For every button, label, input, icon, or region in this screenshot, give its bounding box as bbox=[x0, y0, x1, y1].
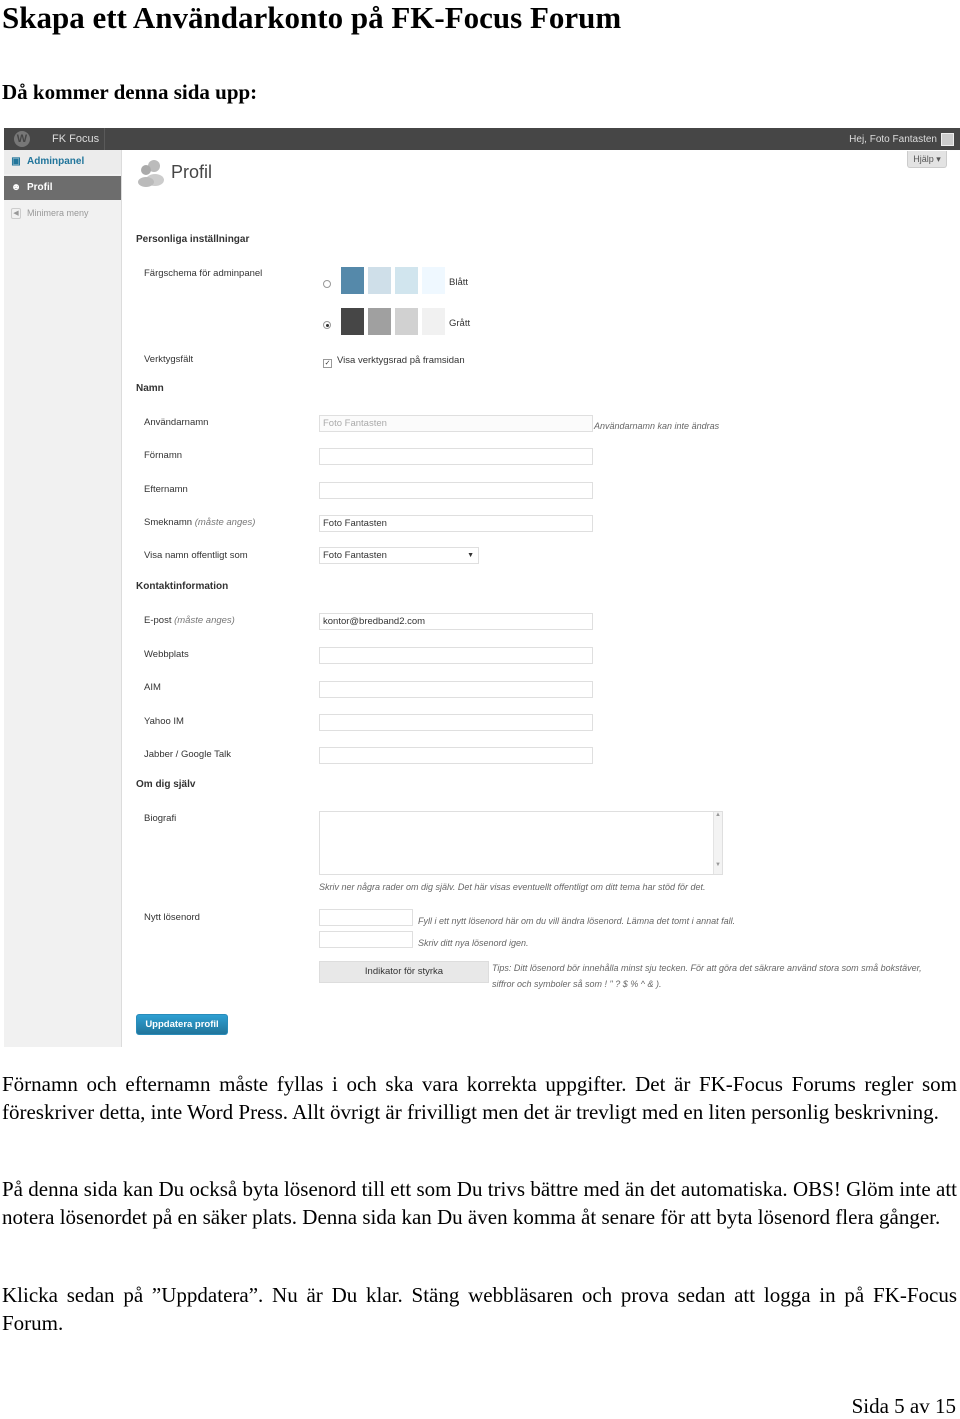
admin-bar bbox=[4, 128, 960, 150]
help-label: Hjälp bbox=[913, 154, 934, 164]
admin-sidebar bbox=[4, 150, 122, 1047]
yahoo-label: Yahoo IM bbox=[144, 716, 184, 727]
username-note: Användarnamn kan inte ändras bbox=[594, 421, 720, 431]
color-swatch bbox=[368, 308, 391, 335]
bio-note: Skriv ner några rader om dig själv. Det här visas eventuellt offentligt om ditt tema har stöd för det. bbox=[319, 882, 706, 892]
collapse-arrow-icon: ◀ bbox=[11, 208, 21, 219]
color-swatch bbox=[368, 267, 391, 294]
avatar[interactable] bbox=[941, 133, 954, 146]
collapse-menu-button[interactable] bbox=[4, 202, 121, 226]
yahoo-field[interactable] bbox=[319, 714, 593, 731]
sidebar-item-label: Profil bbox=[27, 182, 53, 193]
jabber-field[interactable] bbox=[319, 747, 593, 764]
last-name-label: Efternamn bbox=[144, 484, 188, 495]
section-name: Namn bbox=[136, 383, 164, 394]
color-scheme-blue-label[interactable]: Blått bbox=[449, 277, 469, 288]
color-swatch bbox=[395, 308, 418, 335]
bio-label: Biografi bbox=[144, 813, 177, 824]
username-label: Användarnamn bbox=[144, 417, 209, 428]
website-field[interactable] bbox=[319, 647, 593, 664]
first-name-label: Förnamn bbox=[144, 450, 183, 461]
bio-textarea[interactable] bbox=[319, 811, 723, 875]
toolbar-checkbox[interactable]: ✓ bbox=[324, 360, 331, 367]
document-title: Skapa ett Användarkonto på FK-Focus Forum bbox=[2, 0, 622, 35]
display-name-value: Foto Fantasten bbox=[323, 550, 387, 561]
page-title: Profil bbox=[171, 162, 213, 182]
sidebar-item-label: Adminpanel bbox=[27, 156, 85, 167]
user-greeting[interactable]: Hej, Foto Fantasten bbox=[849, 134, 937, 145]
password-strength-indicator: Indikator för styrka bbox=[319, 961, 489, 983]
wordpress-logo-icon[interactable]: W bbox=[14, 131, 30, 147]
paragraph-change-password: På denna sida kan Du också byta lösenord till ett som Du trivs bättre med än det automatiska. OBS! Glöm inte att notera lösenordet på en säker plats. Denna sida kan Du även komma åt senare för att byta lösenord flera gånger. bbox=[2, 1177, 957, 1229]
paragraph-finish: Klicka sedan på ”Uppdatera”. Nu är Du klar. Stäng webbläsaren och prova sedan att logga in på FK-Focus Forum. bbox=[2, 1283, 957, 1335]
update-profile-button[interactable]: Uppdatera profil bbox=[136, 1014, 228, 1035]
aim-label: AIM bbox=[144, 682, 161, 693]
display-name-select[interactable] bbox=[319, 547, 479, 564]
required-hint: (måste anges) bbox=[194, 517, 256, 528]
color-scheme-gray-radio[interactable] bbox=[323, 321, 331, 329]
new-password-note: Fyll i ett nytt lösenord här om du vill ändra lösenord. Lämna det tomt i annat fall. bbox=[418, 916, 736, 926]
password-tips-line: siffror och symboler så som ! " ? $ % ^ & ). bbox=[492, 979, 662, 989]
color-swatch bbox=[422, 267, 445, 294]
repeat-password-note: Skriv ditt nya lösenord igen. bbox=[418, 938, 529, 948]
chevron-down-icon: ▼ bbox=[467, 552, 474, 559]
help-button[interactable]: Hjälp ▾ bbox=[907, 151, 947, 168]
jabber-label: Jabber / Google Talk bbox=[144, 749, 231, 760]
aim-field[interactable] bbox=[319, 681, 593, 698]
dashboard-icon: ▣ bbox=[11, 156, 21, 167]
section-contact: Kontaktinformation bbox=[136, 581, 229, 592]
user-icon: ☻ bbox=[10, 182, 22, 193]
first-name-field[interactable] bbox=[319, 448, 593, 465]
section-about: Om dig själv bbox=[136, 779, 196, 790]
email-label bbox=[144, 615, 235, 626]
sidebar-item-adminpanel[interactable] bbox=[4, 150, 121, 174]
nickname-label bbox=[144, 517, 255, 528]
password-tips-line: Tips: Ditt lösenord bör innehålla minst sju tecken. För att göra det säkrare använd stora som små bokstäver, bbox=[492, 963, 922, 973]
color-swatch bbox=[422, 308, 445, 335]
email-field[interactable]: kontor@bredband2.com bbox=[319, 613, 593, 630]
new-password-field[interactable] bbox=[319, 909, 413, 926]
website-label: Webbplats bbox=[144, 649, 189, 660]
section-personal-settings: Personliga inställningar bbox=[136, 234, 250, 245]
scrollbar[interactable]: ▲ ▼ bbox=[713, 812, 722, 874]
admin-bar-separator bbox=[104, 128, 105, 150]
paragraph-required-fields: Förnamn och efternamn måste fyllas i och ska vara korrekta uppgifter. Det är FK-Focus Forums regler som föreskriver detta, inte Word Press. Allt övrigt är frivilligt men det är trevligt med en liten personlig beskrivning. bbox=[2, 1072, 957, 1124]
last-name-field[interactable] bbox=[319, 482, 593, 499]
nickname-field[interactable]: Foto Fantasten bbox=[319, 515, 593, 532]
toolbar-checkbox-label[interactable]: Visa verktygsrad på framsidan bbox=[337, 355, 465, 366]
color-scheme-label: Färgschema för adminpanel bbox=[144, 268, 263, 279]
nickname-label-text: Smeknamn bbox=[144, 517, 193, 528]
email-label-text: E-post bbox=[144, 615, 172, 626]
password-tips bbox=[492, 960, 952, 992]
color-swatch bbox=[395, 267, 418, 294]
display-name-label: Visa namn offentligt som bbox=[144, 550, 248, 561]
toolbar-label: Verktygsfält bbox=[144, 354, 194, 365]
document-subtitle: Då kommer denna sida upp: bbox=[2, 80, 258, 104]
color-swatch bbox=[341, 267, 364, 294]
sidebar-item-profil[interactable] bbox=[4, 176, 121, 200]
new-password-label: Nytt lösenord bbox=[144, 912, 200, 923]
color-scheme-gray-label[interactable]: Grått bbox=[449, 318, 471, 329]
collapse-menu-label: Minimera meny bbox=[27, 208, 89, 218]
color-scheme-blue-radio[interactable] bbox=[323, 280, 331, 288]
site-name-link[interactable]: FK Focus bbox=[52, 133, 100, 145]
repeat-password-field[interactable] bbox=[319, 931, 413, 948]
profile-page-screenshot bbox=[4, 128, 960, 1047]
required-hint: (måste anges) bbox=[174, 615, 235, 626]
username-field: Foto Fantasten bbox=[319, 415, 593, 432]
color-swatch bbox=[341, 308, 364, 335]
page-number: Sida 5 av 15 bbox=[851, 1394, 956, 1418]
users-icon bbox=[137, 158, 165, 188]
